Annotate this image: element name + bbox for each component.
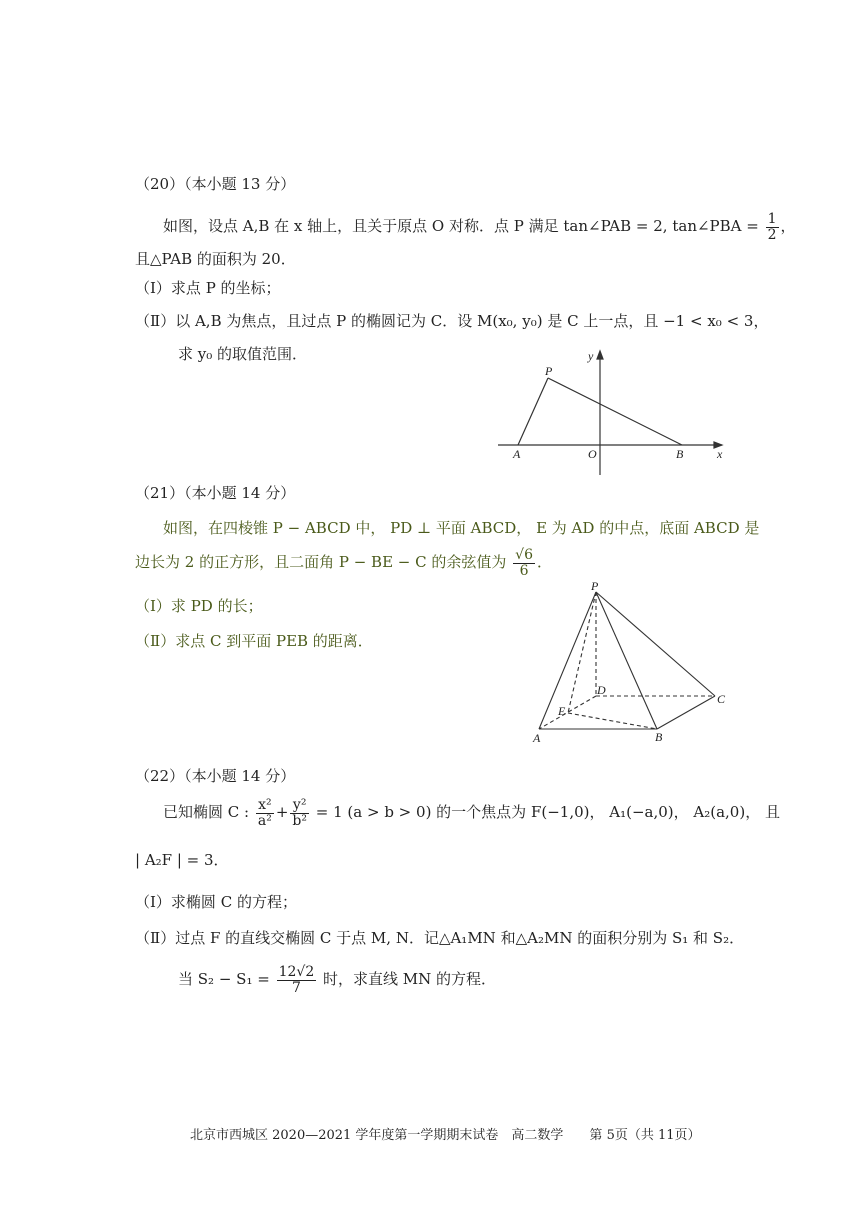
q22-plus: + xyxy=(275,803,289,822)
q21-fraction xyxy=(513,548,535,578)
q21-stem1: 如图，在四棱锥 P − ABCD 中， PD ⊥ 平面 ABCD， E 为 AD 的中点，底面 ABCD 是 xyxy=(163,519,760,537)
fig20-label-A: A xyxy=(513,447,521,461)
q21-stem2: 边长为 2 的正方形，且二面角 P − BE − C 的余弦值为 xyxy=(135,553,507,572)
q22-stem2: | A₂F | = 3． xyxy=(135,851,229,869)
q22-part2b-line xyxy=(178,965,496,995)
q22-f3-num: 12√2 xyxy=(278,964,315,980)
fig20-label-P: P xyxy=(545,364,553,378)
q20-frac-num: 1 xyxy=(767,211,777,227)
fig21-label-P: P xyxy=(591,579,599,593)
fig21-label-D: D xyxy=(597,683,606,697)
q20-stem1-end: ， xyxy=(780,217,796,236)
q22-part1: （Ⅰ）求椭圆 C 的方程； xyxy=(135,893,297,911)
q21-part1: （Ⅰ）求 PD 的长； xyxy=(135,597,263,615)
fig20-label-O: O xyxy=(588,447,597,461)
q21-frac-num: √6 xyxy=(515,547,533,563)
q22-frac-diff xyxy=(277,965,317,995)
q20-header: （20）（本小题 13 分） xyxy=(135,175,296,193)
fig20-label-y: y xyxy=(588,349,594,363)
q22-frac-y xyxy=(290,798,309,828)
q22-header: （22）（本小题 14 分） xyxy=(135,767,296,785)
q20-frac-den: 2 xyxy=(767,226,777,243)
q20-part2: （Ⅱ）以 A,B 为焦点，且过点 P 的椭圆记为 C．设 M(x₀, y₀) 是 C 上一点，且 −1 < x₀ < 3， xyxy=(135,312,769,330)
q22-stem-line1 xyxy=(163,798,780,828)
q22-f1-num: x² xyxy=(256,798,274,814)
q20-part1: （Ⅰ）求点 P 的坐标； xyxy=(135,279,281,297)
q22-f2-den: b² xyxy=(292,812,307,829)
q22-frac-x xyxy=(256,798,274,828)
fig21-label-B: B xyxy=(655,730,663,744)
q20-stem2: 且△PAB 的面积为 20． xyxy=(135,250,296,268)
q22-f3-den: 7 xyxy=(291,979,301,996)
q20-stem1: 如图，设点 A,B 在 x 轴上，且关于原点 O 对称．点 P 满足 tan∠PAB = 2, tan∠PBA = xyxy=(163,217,759,236)
q22-f1-den: a² xyxy=(257,812,272,829)
q22-stem1a: 已知椭圆 C : xyxy=(163,803,250,822)
q22-stem1b: = 1 (a > b > 0) 的一个焦点为 F(−1,0)， A₁(−a,0)， A₂(a,0)， 且 xyxy=(315,803,780,822)
q21-stem-line2 xyxy=(135,548,552,578)
q22-part2b-pre: 当 S₂ − S₁ = xyxy=(178,970,270,989)
q22-part2: （Ⅱ）过点 F 的直线交椭圆 C 于点 M, N．记△A₁MN 和△A₂MN 的面积分别为 S₁ 和 S₂． xyxy=(135,929,745,947)
q22-part2b-post: 时，求直线 MN 的方程． xyxy=(323,970,497,989)
fig20-label-x: x xyxy=(717,447,723,461)
fig21-label-A: A xyxy=(533,731,541,745)
q20-part2b: 求 y₀ 的取值范围． xyxy=(178,345,308,363)
q21-header: （21）（本小题 14 分） xyxy=(135,484,296,502)
q21-figure xyxy=(525,578,740,748)
fig20-label-B: B xyxy=(676,447,684,461)
q20-stem-line1 xyxy=(163,212,796,242)
page-footer: 北京市西城区 2020—2021 学年度第一学期期末试卷 高二数学 第 5页（共 11页） xyxy=(190,1128,701,1143)
q22-f2-num: y² xyxy=(290,798,309,814)
q21-frac-den: 6 xyxy=(519,562,529,579)
q21-stem2-end: ． xyxy=(536,553,552,572)
q21-part2: （Ⅱ）求点 C 到平面 PEB 的距离． xyxy=(135,632,373,650)
q20-figure xyxy=(490,345,740,480)
q20-fraction xyxy=(766,212,779,242)
fig21-label-E: E xyxy=(558,704,566,718)
fig21-label-C: C xyxy=(717,692,726,706)
